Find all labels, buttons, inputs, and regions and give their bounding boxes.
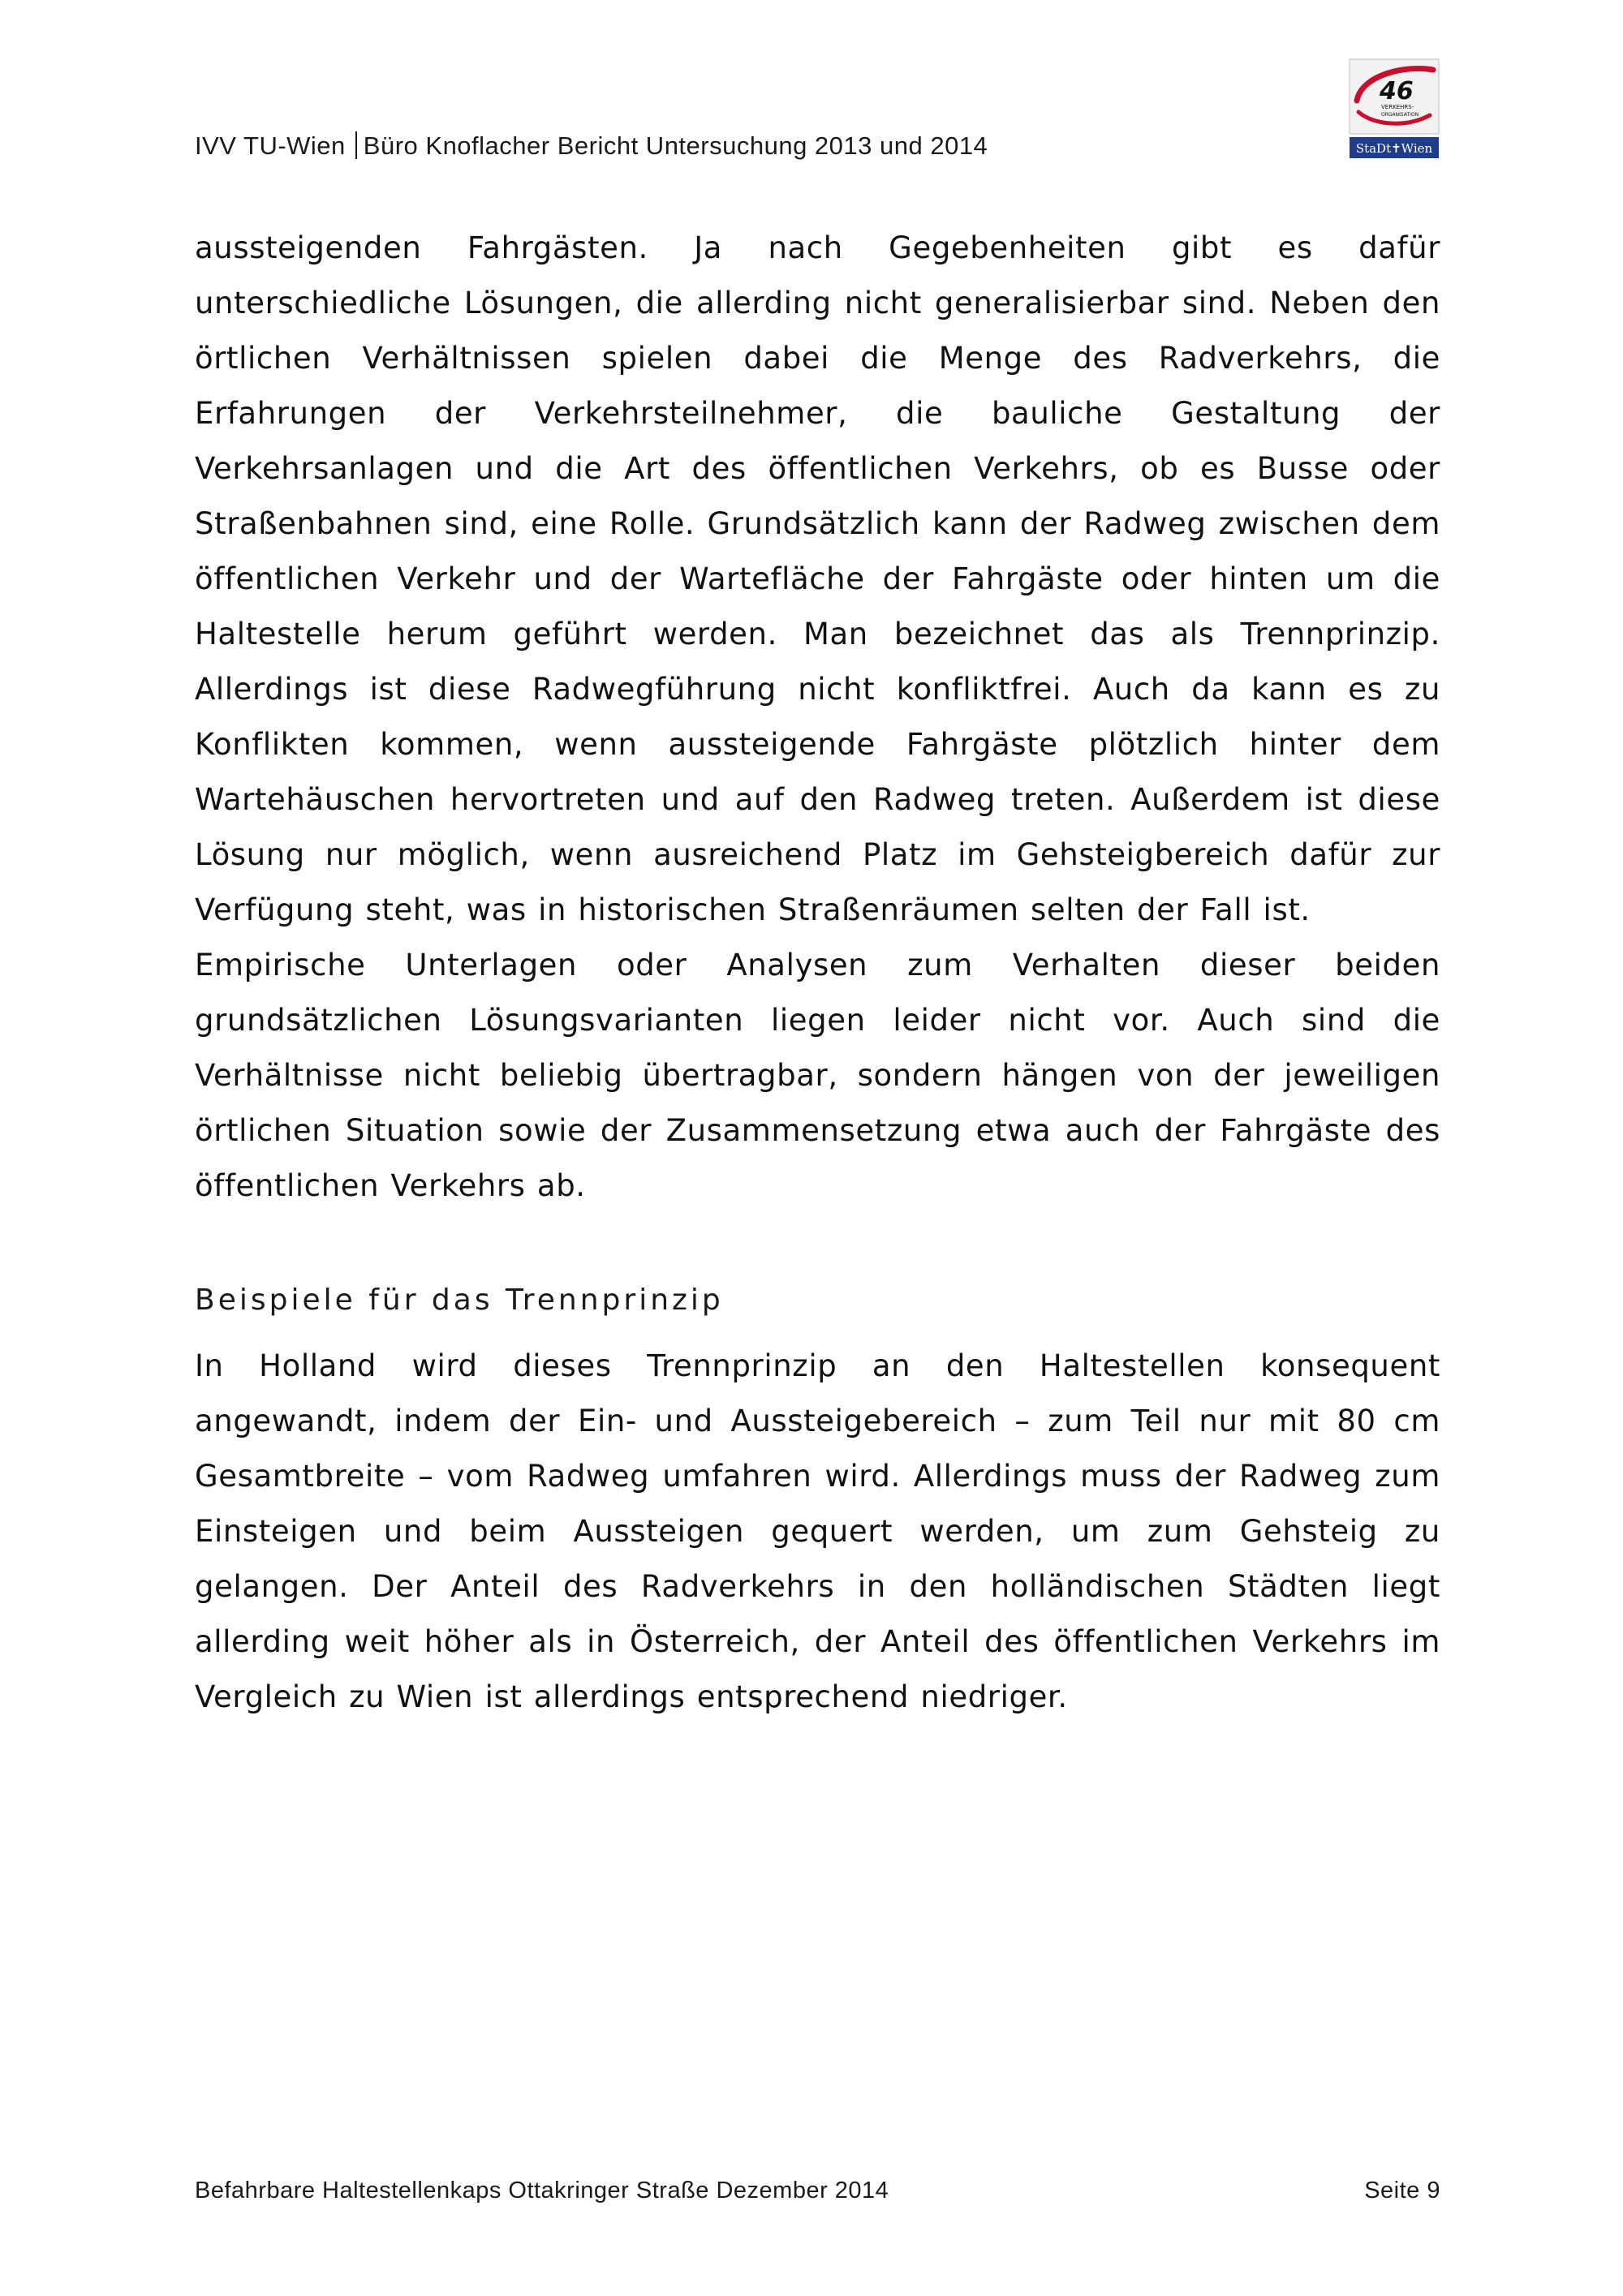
page-footer (195, 2178, 1440, 2204)
section-heading: Beispiele für das Trennprinzip (195, 1283, 724, 1317)
header-institution: IVV TU-Wien (195, 131, 346, 160)
body-text-block (195, 221, 1440, 1214)
page-header (195, 131, 988, 161)
paragraph: aussteigenden Fahrgästen. Ja nach Gegebenheiten gibt es dafür unterschiedliche Lösungen, die allerding nicht generalisierbar sind. Neben den örtlichen Verhältnissen spielen dabei die Menge des Radverkehrs, die Erfahrungen der Verkehrsteilnehmer, die bauliche Gestaltung der Verkehrsanlagen und die Art des öffentlichen Verkehrs, ob es Busse oder Straßenbahnen sind, eine Rolle. Grundsätzlich kann der Radweg zwischen dem öffentlichen Verkehr und der Wartefläche der Fahrgäste oder hinten um die Haltestelle herum geführt werden. Man bezeichnet das als Trennprinzip. Allerdings ist diese Radwegführung nicht konfliktfrei. Auch da kann es zu Konflikten kommen, wenn aussteigende Fahrgäste plötzlich hinter dem Wartehäuschen hervortreten und auf den Radweg treten. Außerdem ist diese Lösung nur möglich, wenn ausreichend Platz im Gehsteigbereich dafür zur Verfügung steht, was in historischen Straßenräumen selten der Fall ist. (195, 230, 1440, 927)
logo-line1: VERKEHRS- (1381, 104, 1414, 110)
paragraph: Empirische Unterlagen oder Analysen zum Verhalten dieser beiden grundsätzlichen Lösungsvarianten liegen leider nicht vor. Auch sind die Verhältnisse nicht beliebig übertragbar, sondern hängen von der jeweiligen örtlichen Situation sowie der Zusammensetzung etwa auch der Fahrgäste des öffentlichen Verkehrs ab. (195, 948, 1440, 1203)
logo-city-name: StaDt✝Wien (1355, 141, 1433, 156)
header-report-title: Büro Knoflacher Bericht Untersuchung 2013 und 2014 (363, 131, 988, 160)
logo-line2: ORGANISATION (1381, 112, 1419, 118)
header-separator (355, 131, 357, 159)
paragraph: In Holland wird dieses Trennprinzip an den Haltestellen konsequent angewandt, indem der Ein- und Aussteigebereich – zum Teil nur mit 80 cm Gesamtbreite – vom Radweg umfahren wird. Allerdings muss der Radweg zum Einsteigen und beim Aussteigen gequert werden, um zum Gehsteig zu gelangen. Der Anteil des Radverkehrs in den holländischen Städten liegt allerding weit höher als in Österreich, der Anteil des öffentlichen Verkehrs im Vergleich zu Wien ist allerdings entsprechend niedriger. (195, 1348, 1440, 1714)
logo-number: 46 (1380, 77, 1414, 105)
footer-document-title: Befahrbare Haltestellenkaps Ottakringer Straße Dezember 2014 (195, 2178, 889, 2204)
page-number: Seite 9 (1364, 2178, 1440, 2204)
section-body (195, 1339, 1440, 1725)
ma46-stadt-wien-logo (1349, 58, 1440, 159)
